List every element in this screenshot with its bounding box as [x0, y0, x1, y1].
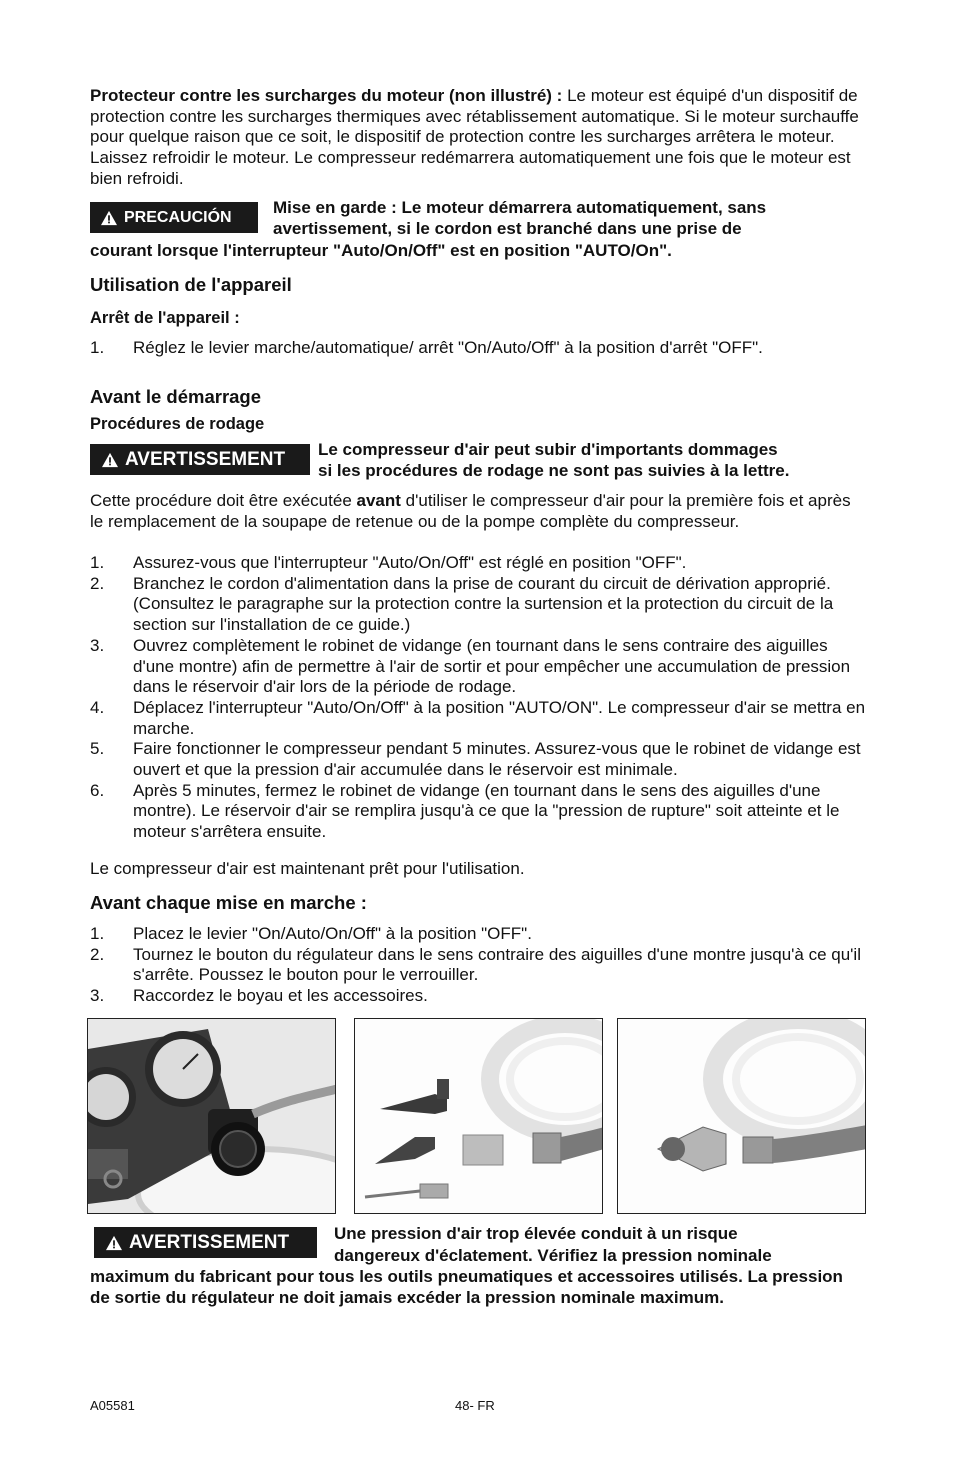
- quick-coupler-photo: [617, 1018, 866, 1214]
- item-text: Après 5 minutes, fermez le robinet de vidange (en tournant dans le sens des aiguilles d'une montre). Le réservoir d'air se remplira jusqu'à ce que la "pression de rupture" soit atteinte et le moteur s'arrêtera ensuite.: [133, 780, 840, 842]
- item-number: 5.: [90, 739, 105, 759]
- item-number: 2.: [90, 573, 105, 593]
- warning-triangle-icon: [100, 210, 118, 226]
- warning-badge-1-label: AVERTISSEMENT: [125, 448, 286, 470]
- section-each-list: [90, 924, 866, 1007]
- list-item: [90, 338, 866, 359]
- item-number: 1.: [90, 338, 105, 357]
- regulator-gauge-photo: [87, 1018, 336, 1214]
- list-item: [90, 781, 866, 843]
- warning2-rest: maximum du fabricant pour tous les outils pneumatiques et accessoires utilisés. La pression de sortie du régulateur ne doit jamais excéder la pression nominale maximum.: [90, 1267, 843, 1307]
- item-number: 1.: [90, 924, 105, 943]
- list-item: [90, 636, 866, 698]
- warning-badge-2: [94, 1227, 317, 1258]
- intro-text-b: d'utiliser le compresseur d'air pour la première fois et après le remplacement de la soupape de retenue ou de la pompe complète du compresseur.: [90, 491, 851, 531]
- caution-badge: [90, 202, 258, 233]
- item-text: Branchez le cordon d'alimentation dans la prise de courant du circuit de dérivation approprié. (Consultez le paragraphe sur la protection contre la surtension et la protection du circuit de la section sur l'installation de ce guide.): [133, 573, 834, 635]
- list-item: [90, 698, 866, 739]
- warning1-line-1: Le compresseur d'air peut subir d'importants dommages: [318, 440, 778, 459]
- warning2-line-1: Une pression d'air trop élevée conduit à un risque: [334, 1224, 738, 1243]
- overload-body: Le moteur est équipé d'un dispositif de protection contre les surcharges thermiques avec rétablissement automatique. Si le moteur surchauffe pour quelque raison que ce soit, le dispositif de protection contre les surcharges arrêtera le moteur. Laissez refroidir le moteur. Le compresseur redémarrera automatiquement une fois que le moteur est bien refroidi.: [90, 86, 859, 188]
- section-use-list: [90, 338, 866, 359]
- intro-text-a: Cette procédure doit être exécutée: [90, 491, 352, 510]
- section-before-subtitle: Procédures de rodage: [90, 415, 265, 433]
- item-number: 1.: [90, 553, 105, 572]
- warning-triangle-icon: [101, 452, 119, 468]
- section-use-subtitle: Arrêt de l'appareil :: [90, 309, 240, 327]
- section-use-title: Utilisation de l'appareil: [90, 274, 292, 295]
- warning1-line-2: si les procédures de rodage ne sont pas suivies à la lettre.: [318, 461, 790, 480]
- item-number: 2.: [90, 944, 105, 964]
- item-number: 3.: [90, 635, 105, 655]
- item-text: Faire fonctionner le compresseur pendant 5 minutes. Assurez-vous que le robinet de vidange est ouvert et que la pression d'air accumulée dans le réservoir est minimale.: [133, 739, 861, 780]
- item-text: Ouvrez complètement le robinet de vidange (en tournant dans le sens contraire des aiguilles d'une montre) afin de permettre à l'air de sortir et pour empêcher une accumulation de pression dans le réservoir d'air lors de la période de rodage.: [133, 635, 851, 697]
- page-number: 48- FR: [455, 1398, 495, 1413]
- list-item: [90, 574, 866, 636]
- warning-triangle-icon: [105, 1235, 123, 1251]
- overload-lead: Protecteur contre les surcharges du moteur (non illustré) :: [90, 86, 563, 105]
- list-item: [90, 553, 866, 574]
- breakin-list: [90, 553, 866, 843]
- intro-text-bold: avant: [356, 491, 401, 510]
- item-number: 4.: [90, 697, 105, 717]
- list-item: [90, 924, 866, 945]
- caution-line-1: Mise en garde : Le moteur démarrera automatiquement, sans: [273, 198, 767, 217]
- list-item: [90, 945, 866, 986]
- breakin-closing: Le compresseur d'air est maintenant prêt pour l'utilisation.: [90, 859, 525, 878]
- section-before-title: Avant le démarrage: [90, 386, 262, 407]
- item-text: Tournez le bouton du régulateur dans le sens contraire des aiguilles d'une montre jusqu'à ce qu'il s'arrête. Poussez le bouton pour le verrouiller.: [133, 944, 861, 985]
- document-code: A05581: [90, 1398, 135, 1413]
- caution-badge-label: PRECAUCIÓN: [124, 208, 232, 226]
- item-text: Déplacez l'interrupteur "Auto/On/Off" à la position "AUTO/ON". Le compresseur d'air se mettra en marche.: [133, 697, 866, 738]
- item-number: 6.: [90, 780, 105, 800]
- overload-paragraph: [90, 86, 866, 190]
- warning2-line-2: dangereux d'éclatement. Vérifiez la pression nominale: [334, 1246, 772, 1265]
- list-item: [90, 739, 866, 780]
- item-text: Raccordez le boyau et les accessoires.: [133, 986, 428, 1006]
- list-item: [90, 986, 866, 1007]
- item-text: Réglez le levier marche/automatique/ arrêt "On/Auto/Off" à la position d'arrêt "OFF".: [133, 338, 763, 357]
- section-each-title: Avant chaque mise en marche :: [90, 892, 367, 913]
- warning-badge-1: [90, 444, 310, 475]
- item-text: Placez le levier "On/Auto/On/Off" à la position "OFF".: [133, 924, 532, 943]
- item-text: Assurez-vous que l'interrupteur "Auto/On/Off" est réglé en position "OFF".: [133, 553, 687, 572]
- breakin-intro: [90, 491, 866, 532]
- warning-badge-2-label: AVERTISSEMENT: [129, 1231, 290, 1253]
- item-number: 3.: [90, 986, 105, 1006]
- inflation-accessories-photo: [354, 1018, 603, 1214]
- caution-line-3: courant lorsque l'interrupteur "Auto/On/Off" est en position "AUTO/On".: [90, 241, 672, 260]
- caution-line-2: avertissement, si le cordon est branché dans une prise de: [273, 219, 742, 238]
